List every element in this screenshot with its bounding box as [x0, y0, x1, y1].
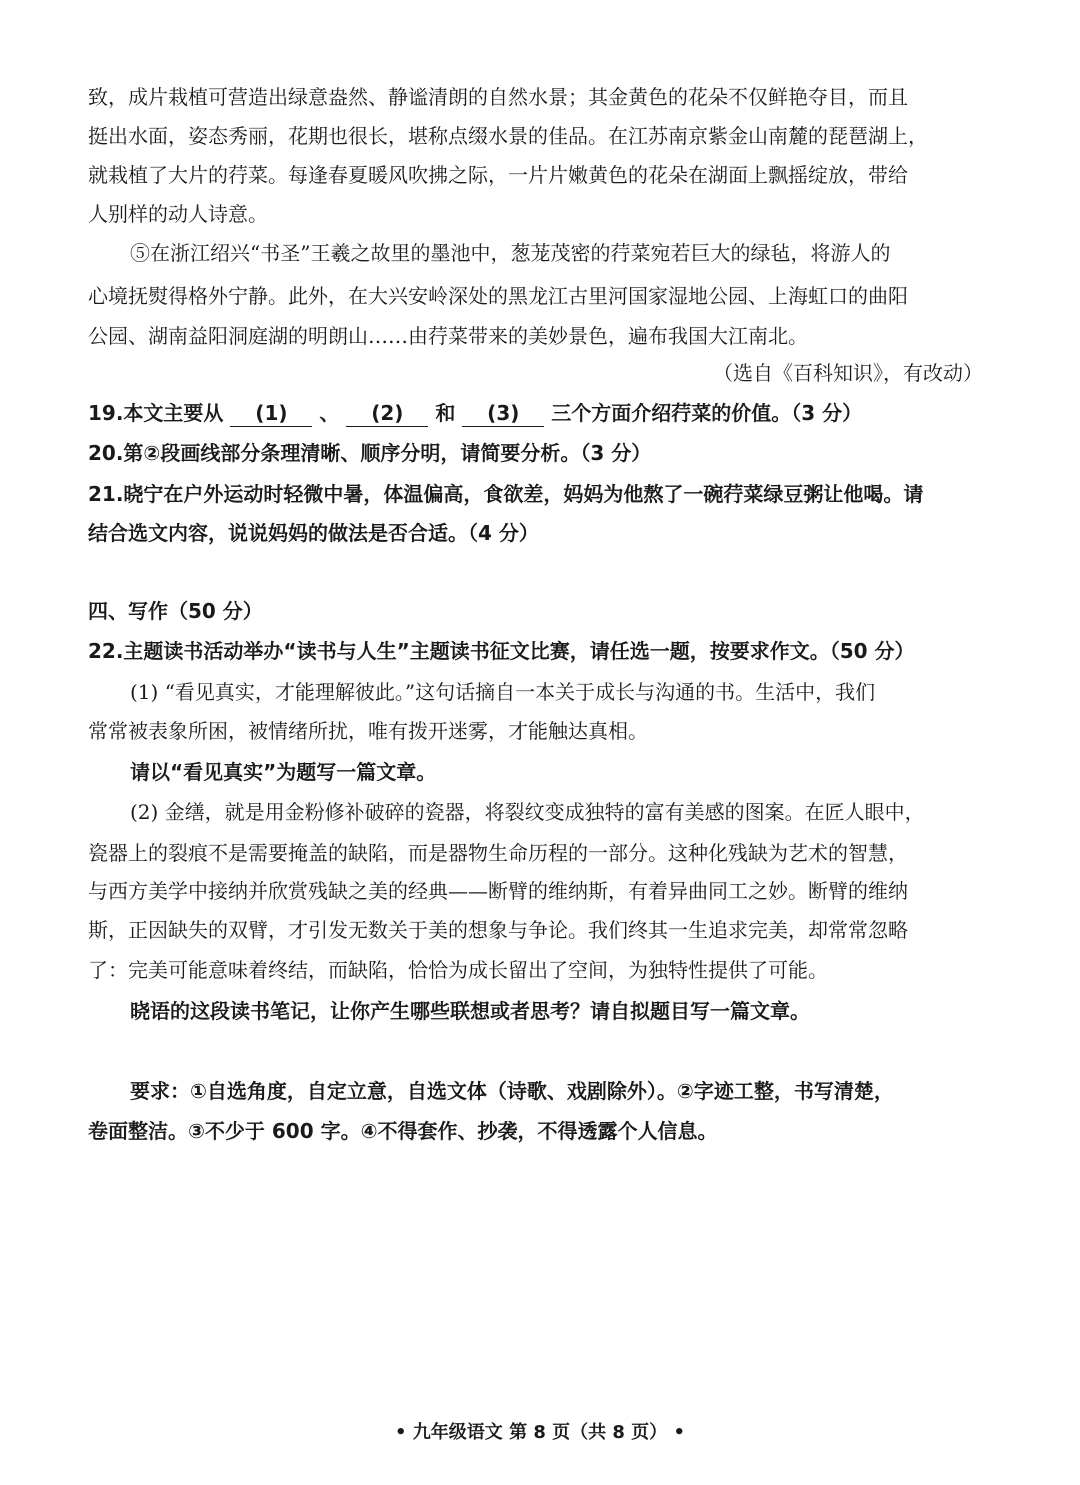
answer-blank-1[interactable]: (1) — [230, 400, 312, 427]
page-footer: • 九年级语文 第 8 页（共 8 页） • — [395, 1422, 685, 1443]
passage-line: ⑤在浙江绍兴“书圣”王羲之故里的墨池中，葱茏茂密的荇菜宛若巨大的绿毡，将游人的 — [130, 241, 891, 265]
passage-source: （选自《百科知识》，有改动） — [713, 361, 983, 385]
question-19-prefix: 19.本文主要从 — [88, 401, 224, 425]
option-2-prompt: 晓语的这段读书笔记，让你产生哪些联想或者思考？请自拟题目写一篇文章。 — [130, 999, 810, 1023]
option-2-line: 与西方美学中接纳并欣赏残缺之美的经典——断臂的维纳斯，有着异曲同工之妙。断臂的维纳 — [88, 879, 908, 903]
answer-blank-3[interactable]: (3) — [462, 400, 544, 427]
option-1-line: 常常被表象所困，被情绪所扰，唯有拨开迷雾，才能触达真相。 — [88, 719, 648, 743]
question-21-line: 21.晓宁在户外运动时轻微中暑，体温偏高，食欲差，妈妈为他熬了一碗荇菜绿豆粥让他喝。请 — [88, 482, 924, 506]
option-1-prompt: 请以“看见真实”为题写一篇文章。 — [130, 760, 437, 784]
passage-line: 就栽植了大片的荇菜。每逢春夏暖风吹拂之际，一片片嫩黄色的花朵在湖面上飘摇绽放，带给 — [88, 163, 908, 187]
passage-line: 致，成片栽植可营造出绿意盎然、静谧清朗的自然水景；其金黄色的花朵不仅鲜艳夺目，而且 — [88, 85, 908, 109]
question-21-line: 结合选文内容，说说妈妈的做法是否合适。（4 分） — [88, 521, 539, 545]
passage-line: 人别样的动人诗意。 — [88, 202, 268, 226]
question-19-separator: 和 — [435, 401, 456, 425]
question-19-suffix: 三个方面介绍荇菜的价值。（3 分） — [551, 401, 863, 425]
question-19 — [88, 398, 998, 428]
answer-blank-2[interactable]: (2) — [346, 400, 428, 427]
passage-line: 心境抚熨得格外宁静。此外，在大兴安岭深处的黑龙江古里河国家湿地公园、上海虹口的曲阳 — [88, 284, 908, 308]
question-22: 22.主题读书活动举办“读书与人生”主题读书征文比赛，请任选一题，按要求作文。（50 分） — [88, 639, 915, 663]
requirements-line: 卷面整洁。③不少于 600 字。④不得套作、抄袭，不得透露个人信息。 — [88, 1119, 718, 1143]
passage-line: 挺出水面，姿态秀丽，花期也很长，堪称点缀水景的佳品。在江苏南京紫金山南麓的琵琶湖上， — [88, 124, 928, 148]
question-20: 20.第②段画线部分条理清晰、顺序分明，请简要分析。（3 分） — [88, 441, 652, 465]
option-1-line: (1) “看见真实，才能理解彼此。”这句话摘自一本关于成长与沟通的书。生活中，我们 — [130, 680, 876, 704]
option-2-line: 瓷器上的裂痕不是需要掩盖的缺陷，而是器物生命历程的一部分。这种化残缺为艺术的智慧， — [88, 841, 908, 865]
option-2-line: 了：完美可能意味着终结，而缺陷，恰恰为成长留出了空间，为独特性提供了可能。 — [88, 958, 828, 982]
passage-line: 公园、湖南益阳洞庭湖的明朗山……由荇菜带来的美妙景色，遍布我国大江南北。 — [88, 324, 808, 348]
option-2-line: (2) 金缮，就是用金粉修补破碎的瓷器，将裂纹变成独特的富有美感的图案。在匠人眼中， — [130, 800, 925, 824]
section-title-writing: 四、写作（50 分） — [88, 599, 263, 623]
option-2-line: 斯，正因缺失的双臂，才引发无数关于美的想象与争论。我们终其一生追求完美，却常常忽略 — [88, 918, 908, 942]
question-19-separator: 、 — [319, 401, 340, 425]
requirements-line: 要求：①自选角度，自定立意，自选文体（诗歌、戏剧除外）。②字迹工整，书写清楚， — [130, 1079, 894, 1103]
